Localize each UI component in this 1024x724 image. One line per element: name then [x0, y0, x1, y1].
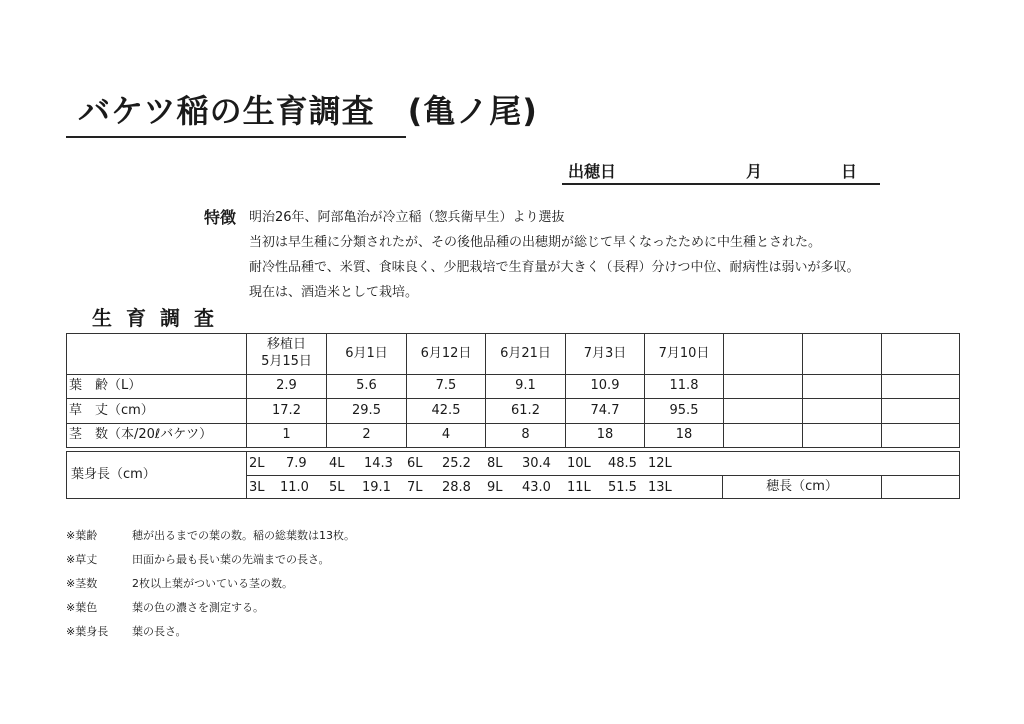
heading-day-label: 日	[841, 162, 858, 181]
table-cell-empty	[881, 398, 960, 424]
row-label-stem-count: 茎 数（本/20ℓバケツ）	[66, 423, 247, 448]
feature-line: 現在は、酒造米として栽培。	[249, 285, 419, 300]
table-cell: 18	[644, 423, 724, 448]
leaf-number: 12L	[648, 456, 672, 471]
table-corner-cell	[66, 333, 247, 375]
note-description: 田面から最も長い葉の先端までの長さ。	[132, 553, 330, 566]
leaf-length-value: 7.9	[286, 456, 307, 471]
date-header-empty	[881, 333, 960, 375]
table-cell: 5.6	[326, 374, 407, 399]
leaf-number: 7L	[407, 480, 423, 495]
table-cell: 10.9	[565, 374, 645, 399]
note-term: ※葉齢	[66, 529, 98, 542]
heading-date-label: 出穂日	[568, 162, 617, 181]
date-header: 6月12日	[406, 333, 486, 375]
section-title: 生育調査	[92, 306, 228, 330]
table-cell-empty	[802, 374, 882, 399]
leaf-number: 2L	[249, 456, 265, 471]
leaf-number: 3L	[249, 480, 265, 495]
note-description: 葉の長さ。	[132, 625, 187, 638]
leaf-length-value: 14.3	[364, 456, 393, 471]
page-title: バケツ稲の生育調査 (亀ノ尾)	[78, 92, 538, 130]
note-term: ※葉身長	[66, 625, 109, 638]
table-cell-empty	[802, 423, 882, 448]
table-cell: 1	[246, 423, 327, 448]
heading-date-field-line	[562, 183, 880, 185]
table-cell: 29.5	[326, 398, 407, 424]
table-cell: 18	[565, 423, 645, 448]
table-cell: 11.8	[644, 374, 724, 399]
date-header: 6月21日	[485, 333, 566, 375]
table-cell: 95.5	[644, 398, 724, 424]
date-header: 6月1日	[326, 333, 407, 375]
date-header-text: 移植日	[266, 337, 306, 353]
leaf-length-value: 30.4	[522, 456, 551, 471]
leaf-length-value: 11.0	[280, 480, 309, 495]
table-cell-empty	[881, 374, 960, 399]
date-header-transplant	[246, 333, 327, 375]
leaf-number: 8L	[487, 456, 503, 471]
row-label-plant-height: 草 丈（cm）	[66, 398, 247, 424]
table-cell: 2.9	[246, 374, 327, 399]
table-cell: 74.7	[565, 398, 645, 424]
leaf-number: 9L	[487, 480, 503, 495]
leaf-number: 13L	[648, 480, 672, 495]
leaf-length-value: 19.1	[362, 480, 391, 495]
leaf-length-value: 51.5	[608, 480, 637, 495]
panicle-length-value-cell	[881, 475, 960, 499]
table-cell: 2	[326, 423, 407, 448]
feature-line: 明治26年、阿部亀治が冷立稲（惣兵衛早生）より選抜	[249, 210, 565, 225]
note-description: 2枚以上葉がついている茎の数。	[132, 577, 293, 590]
note-term: ※葉色	[66, 601, 98, 614]
table-cell: 61.2	[485, 398, 566, 424]
row-label-leaf-length: 葉身長（cm）	[66, 451, 247, 499]
note-description: 葉の色の濃さを測定する。	[132, 601, 264, 614]
table-cell: 42.5	[406, 398, 486, 424]
table-cell-empty	[723, 374, 803, 399]
note-description: 穂が出るまでの葉の数。稲の総葉数は13枚。	[132, 529, 355, 542]
features-label: 特徴	[204, 208, 237, 227]
table-cell: 4	[406, 423, 486, 448]
leaf-length-row1-frame	[246, 451, 960, 476]
leaf-number: 4L	[329, 456, 345, 471]
table-cell-empty	[723, 398, 803, 424]
note-term: ※茎数	[66, 577, 98, 590]
leaf-length-value: 25.2	[442, 456, 471, 471]
title-underline	[66, 136, 406, 138]
date-header: 7月10日	[644, 333, 724, 375]
leaf-number: 6L	[407, 456, 423, 471]
panicle-length-label: 穂長（cm）	[722, 475, 882, 499]
feature-line: 当初は早生種に分類されたが、その後他品種の出穂期が総じて早くなったために中生種とされた。	[249, 235, 822, 250]
table-cell: 7.5	[406, 374, 486, 399]
table-cell-empty	[881, 423, 960, 448]
table-cell-empty	[723, 423, 803, 448]
date-header-text: 5月15日	[261, 354, 312, 369]
table-cell-empty	[802, 398, 882, 424]
leaf-length-value: 28.8	[442, 480, 471, 495]
date-header: 7月3日	[565, 333, 645, 375]
leaf-number: 10L	[567, 456, 591, 471]
note-term: ※草丈	[66, 553, 98, 566]
leaf-number: 5L	[329, 480, 345, 495]
table-cell: 8	[485, 423, 566, 448]
leaf-number: 11L	[567, 480, 591, 495]
leaf-length-value: 43.0	[522, 480, 551, 495]
leaf-length-value: 48.5	[608, 456, 637, 471]
date-header-empty	[723, 333, 803, 375]
heading-month-label: 月	[746, 162, 763, 181]
table-cell: 17.2	[246, 398, 327, 424]
table-cell: 9.1	[485, 374, 566, 399]
date-header-empty	[802, 333, 882, 375]
feature-line: 耐冷性品種で、米質、食味良く、少肥栽培で生育量が大きく（長稈）分けつ中位、耐病性は弱いが多収。	[249, 260, 860, 275]
row-label-leaf-age: 葉 齢（L）	[66, 374, 247, 399]
